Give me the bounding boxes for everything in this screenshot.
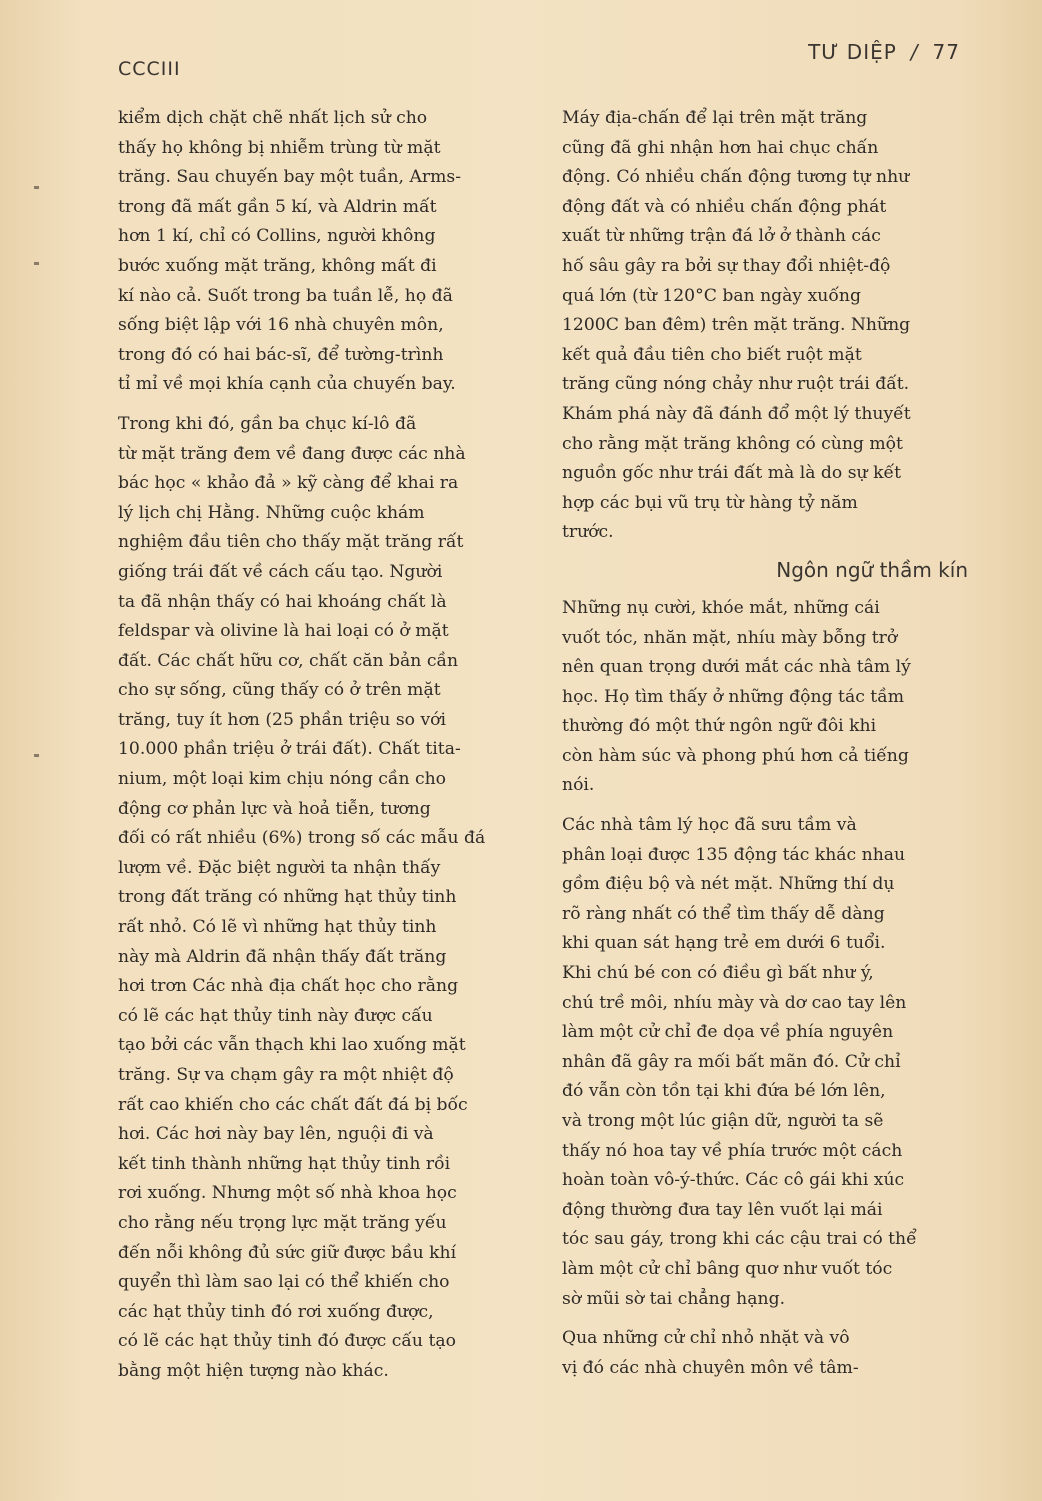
- paper-mark: [34, 262, 39, 265]
- paragraph: Trong khi đó, gần ba chục kí-lô đã từ mặt trăng đem về đang được các nhà bác học « khảo đả » kỹ càng để khai ra lý lịch chị Hằng. Những cuộc khám nghiệm đầu tiên cho thấy mặt trăng rất giống trái đất về cách cấu tạo. Người ta đã nhận thấy có hai khoáng chất là feldspar và olivine là hai loại có ở mặt đất. Các chất hữu cơ, chất căn bản cần cho sự sống, cũng thấy có ở trên mặt trăng, tuy ít hơn (25 phần triệu so với 10.000 phần triệu ở trái đất). Chất tita- nium, một loại kim chịu nóng cần cho động cơ phản lực và hoả tiễn, tương đối có rất nhiều (6%) trong số các mẫu đá lượm về. Đặc biệt người ta nhận thấy trong đất trăng có những hạt thủy tinh rất nhỏ. Có lẽ vì những hạt thủy tinh này mà Aldrin đã nhận thấy đất trăng hơi trơn Các nhà địa chất học cho rằng có lẽ các hạt thủy tinh này được cấu tạo bởi các vẫn thạch khi lao xuống mặt trăng. Sự va chạm gây ra một nhiệt độ rất cao khiến cho các chất đất đá bị bốc hơi. Các hơi này bay lên, nguội đi và kết tinh thành những hạt thủy tinh rồi rơi xuống. Nhưng một số nhà khoa học cho rằng nếu trọng lực mặt trăng yếu đến nỗi không đủ sức giữ được bầu khí quyển thì làm sao lại có thể khiến cho các hạt thủy tinh đó rơi xuống được, có lẽ các hạt thủy tinh đó được cấu tạo bằng một hiện tượng nào khác.: [118, 413, 486, 1381]
- page-header-right: [808, 40, 960, 64]
- paragraph: Máy địa-chấn để lại trên mặt trăng cũng đã ghi nhận hơn hai chục chấn động. Có nhiều chấn động tương tự như động đất và có nhiều chấn động phát xuất từ những trận đá lở ở thành các hố sâu gây ra bởi sự thay đổi nhiệt-độ quá lớn (từ 120°C ban ngày xuống 1200C ban đêm) trên mặt trăng. Những kết quả đầu tiên cho biết ruột mặt trăng cũng nóng chảy như ruột trái đất. Khám phá này đã đánh đổ một lý thuyết cho rằng mặt trăng không có cùng một nguồn gốc như trái đất mà là do sự kết hợp các bụi vũ trụ từ hàng tỷ năm trước.: [562, 108, 911, 543]
- page-number: 77: [932, 40, 960, 64]
- paper-mark: [34, 186, 39, 189]
- right-column: [562, 104, 980, 1383]
- running-title: TƯ DIỆP: [808, 40, 897, 64]
- paragraph: Qua những cử chỉ nhỏ nhặt và vô vị đó các nhà chuyên môn về tâm-: [562, 1328, 859, 1378]
- paper-mark: [34, 754, 39, 757]
- paragraph: kiểm dịch chặt chẽ nhất lịch sử cho thấy họ không bị nhiễm trùng từ mặt trăng. Sau chuyến bay một tuần, Arms- trong đã mất gần 5 kí, và Aldrin mất hơn 1 kí, chỉ có Collins, người không bước xuống mặt trăng, không mất đi kí nào cả. Suốt trong ba tuần lễ, họ đã sống biệt lập với 16 nhà chuyên môn, trong đó có hai bác-sĩ, để tường-trình tỉ mỉ về mọi khía cạnh của chuyến bay.: [118, 108, 462, 395]
- header-separator: /: [910, 40, 919, 64]
- left-column: [118, 104, 538, 1387]
- page-header-left: CCCIII: [118, 58, 181, 80]
- section-title: Ngôn ngữ thầm kín: [776, 557, 968, 582]
- paragraph: Các nhà tâm lý học đã sưu tầm và phân loại được 135 động tác khác nhau gồm điệu bộ và nét mặt. Những thí dụ rõ ràng nhất có thể tìm thấy dễ dàng khi quan sát hạng trẻ em dưới 6 tuổi. Khi chú bé con có điều gì bất như ý, chú trề môi, nhíu mày và dơ cao tay lên làm một cử chỉ đe dọa về phía nguyên nhân đã gây ra mối bất mãn đó. Cử chỉ đó vẫn còn tồn tại khi đứa bé lớn lên, và trong một lúc giận dữ, người ta sẽ thấy nó hoa tay về phía trước một cách hoàn toàn vô-ý-thức. Các cô gái khi xúc động thường đưa tay lên vuốt lại mái tóc sau gáy, trong khi các cậu trai có thể làm một cử chỉ bâng quơ như vuốt tóc sờ mũi sờ tai chẳng hạng.: [562, 815, 917, 1309]
- paragraph: Những nụ cười, khóe mắt, những cái vuốt tóc, nhăn mặt, nhíu mày bỗng trở nên quan trọng dưới mắt các nhà tâm lý học. Họ tìm thấy ở những động tác tầm thường đó một thứ ngôn ngữ đôi khi còn hàm súc và phong phú hơn cả tiếng nói.: [562, 597, 911, 796]
